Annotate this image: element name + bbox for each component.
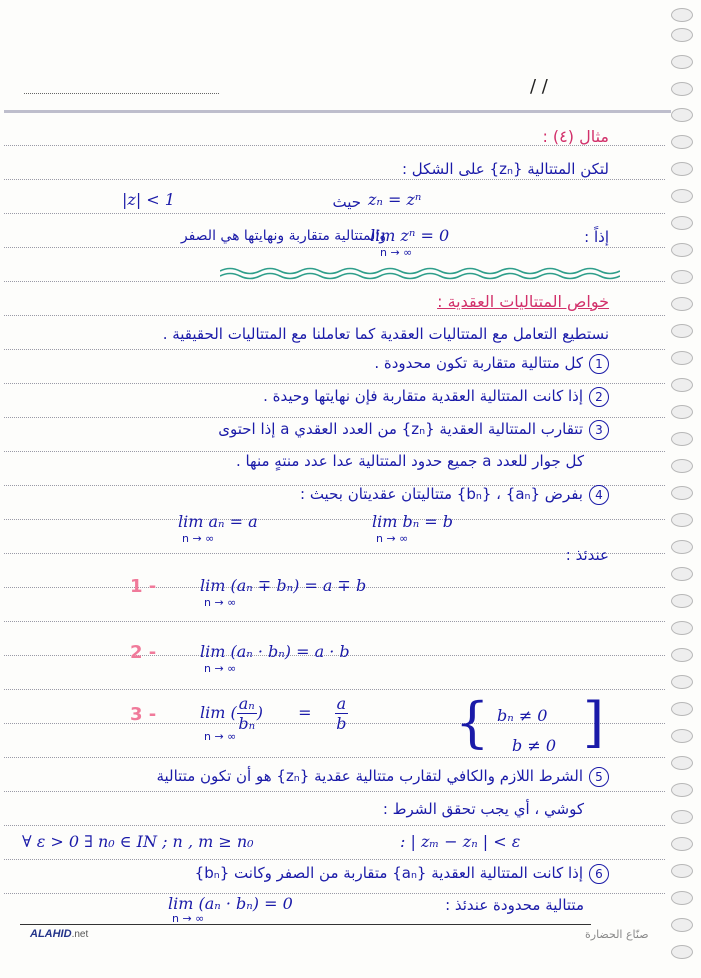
property-number-1: 1 xyxy=(589,354,609,374)
property-1 xyxy=(374,354,609,374)
example-definition: zₙ = zⁿ xyxy=(368,190,422,209)
then-label: عندئذ : xyxy=(565,546,609,564)
header-dotted-line xyxy=(24,93,219,94)
rule-2-number: 2 - xyxy=(130,642,157,663)
date-marks: / / xyxy=(530,76,548,97)
property-2 xyxy=(263,387,609,407)
property-6-arrow: n → ∞ xyxy=(172,912,205,925)
condition-brace-right: ] xyxy=(583,691,605,754)
rule-3-fraction xyxy=(237,694,257,733)
rule-3-quotient: lim ( $\frac{\text{aₙ}}{\text{bₙ}}$ ) = $\frac{a}{b}$ xyxy=(200,694,347,733)
cauchy-condition-left: ∀ ε > 0 ∃ n₀ ∈ IN ; n , m ≥ n₀ xyxy=(22,832,254,851)
rule-3-result xyxy=(335,694,349,733)
example-condition: |z| < 1 xyxy=(122,190,175,209)
rule-2-product: lim (aₙ · bₙ) = a · b xyxy=(200,642,350,661)
property-3 xyxy=(218,420,609,440)
property-5-continued: كوشي ، أي يجب تحقق الشرط : xyxy=(382,800,584,818)
rule-3-number: 3 - xyxy=(130,704,157,725)
site-logo xyxy=(30,928,88,940)
example-line-1: لتكن المتتالية {zₙ} على الشكل : xyxy=(401,160,609,178)
rule-2-arrow: n → ∞ xyxy=(204,662,237,675)
property-6-limit: lim (aₙ · bₙ) = 0 xyxy=(168,894,293,913)
property-5 xyxy=(156,767,609,787)
property-3-continued: كل جوار للعدد a جميع حدود المتتالية عدا عدد منتهٍ منها . xyxy=(235,452,584,470)
site-logo-suffix: .net xyxy=(71,929,89,940)
rule-3-equals: = xyxy=(298,703,312,722)
rule-3-result-b: b xyxy=(336,714,347,733)
example-limit: lim zⁿ = 0 xyxy=(370,226,450,245)
property-6-continued: متتالية محدودة عندئذ : xyxy=(445,896,584,914)
property-number-4: 4 xyxy=(589,485,609,505)
header-band xyxy=(4,110,671,113)
decorative-wave xyxy=(220,266,620,280)
rule-3-result-a: a xyxy=(336,694,347,713)
example-title: مثال (٤) : xyxy=(542,127,609,146)
example-limit-arrow: n → ∞ xyxy=(380,246,413,259)
rule-3-lim: lim xyxy=(200,703,226,722)
property-number-2: 2 xyxy=(589,387,609,407)
condition-bn-nonzero: bₙ ≠ 0 xyxy=(497,706,548,725)
example-where: حيث xyxy=(332,193,361,211)
given-limit-a-arrow: n → ∞ xyxy=(182,532,215,545)
property-text-1: كل متتالية متقاربة تكون محدودة . xyxy=(374,354,583,372)
cauchy-condition-right: : | zₘ − zₙ | < ε xyxy=(400,832,521,851)
rule-3-arrow: n → ∞ xyxy=(204,730,237,743)
property-number-6: 6 xyxy=(589,864,609,884)
property-4 xyxy=(300,485,609,505)
rule-1-arrow: n → ∞ xyxy=(204,596,237,609)
condition-b-nonzero: b ≠ 0 xyxy=(512,736,556,755)
rule-3-denominator: bₙ xyxy=(238,714,256,733)
given-limit-a: lim aₙ = a xyxy=(178,512,258,531)
property-text-3: تتقارب المتتالية العقدية {zₙ} من العدد العقدي a إذا احتوى xyxy=(218,420,583,438)
property-text-6: إذا كانت المتتالية العقدية {aₙ} متقاربة من الصفر وكانت {bₙ} xyxy=(194,864,583,882)
rule-3-numerator: aₙ xyxy=(238,694,255,713)
example-hence: إذاً : xyxy=(584,228,609,246)
given-limit-b-arrow: n → ∞ xyxy=(376,532,409,545)
condition-brace-left: { xyxy=(455,691,490,754)
property-text-4: بفرض {aₙ} ، {bₙ} متتاليتان عقديتان بحيث : xyxy=(300,485,583,503)
rule-1-sum: lim (aₙ ∓ bₙ) = a ∓ b xyxy=(200,576,367,595)
section-title: خواص المتتاليات العقدية : xyxy=(437,292,609,311)
example-conclusion: والمتتالية متقاربة ونهايتها هي الصفر xyxy=(180,228,386,244)
site-logo-text: ALAHID xyxy=(30,928,72,940)
rule-1-number: 1 - xyxy=(130,576,157,597)
property-number-3: 3 xyxy=(589,420,609,440)
given-limit-b: lim bₙ = b xyxy=(372,512,454,531)
footer-rule xyxy=(20,924,591,925)
property-6 xyxy=(195,864,609,884)
brand-watermark: صنّاع الحضارة xyxy=(585,928,649,941)
binding-holes xyxy=(669,0,693,978)
section-intro: نستطيع التعامل مع المتتاليات العقدية كما تعاملنا مع المتتاليات الحقيقية . xyxy=(162,325,609,343)
property-text-5: الشرط اللازم والكافي لتقارب متتالية عقدية {zₙ} هو أن تكون متتالية xyxy=(156,767,583,785)
property-number-5: 5 xyxy=(589,767,609,787)
property-text-2: إذا كانت المتتالية العقدية متقاربة فإن نهايتها وحيدة . xyxy=(263,387,583,405)
